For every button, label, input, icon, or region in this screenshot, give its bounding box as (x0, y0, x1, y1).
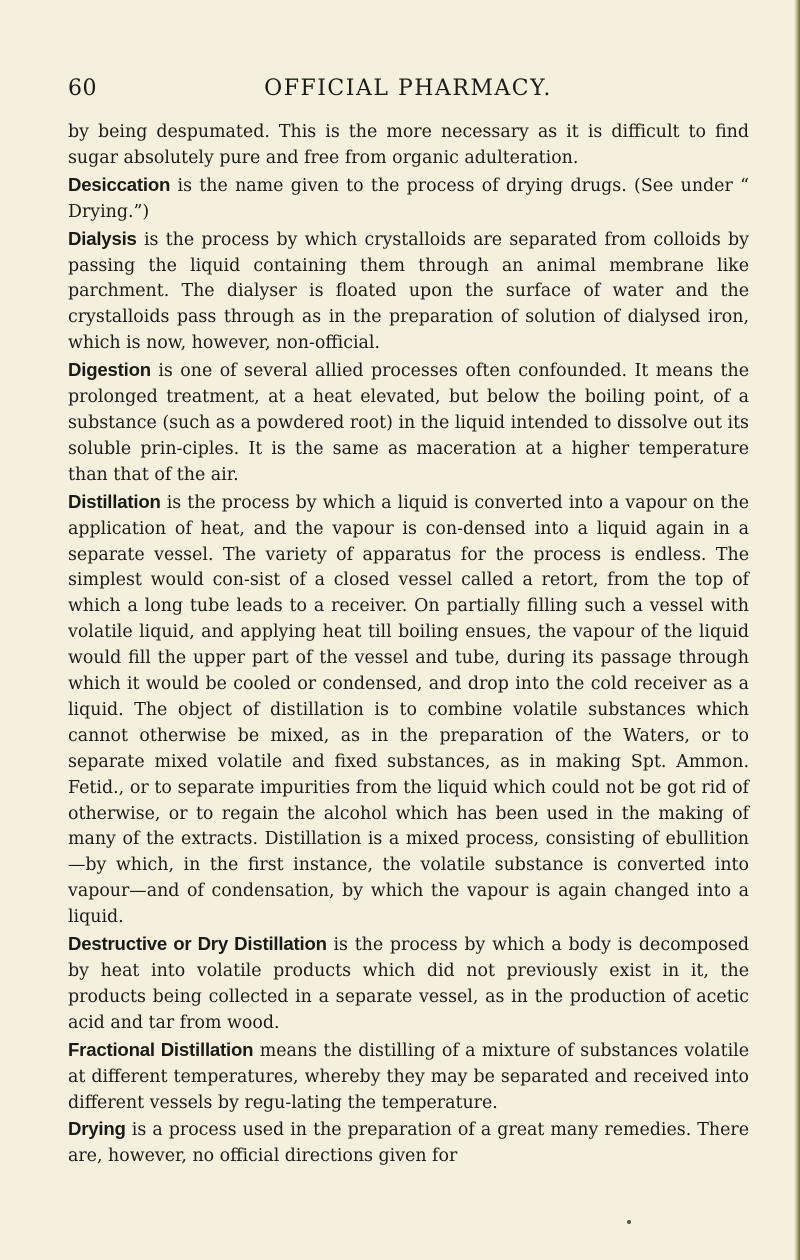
entry-text: means the distilling of a mixture of substances volatile at different temperatures, whereby they may be separated and received into different vessels by regu-lating the temperature. (68, 1040, 749, 1113)
page-edge-shadow (794, 0, 800, 1260)
entry-text: is the process by which a liquid is converted into a vapour on the application of heat, and the vapour is con-densed into a liquid again in a separate vessel. The variety of apparatus for the process is endless. The simplest would con-sist of a closed vessel called a retort, from the top of which a long tube leads to a receiver. On partially filling such a vessel with volatile liquid, and applying heat till boiling ensues, the vapour of the liquid would fill the upper part of the vessel and tube, during its passage through which it would be cooled or condensed, and drop into the cold receiver as a liquid. The object of distillation is to combine volatile substances which cannot otherwise be mixed, as in the preparation of the Waters, or to separate mixed volatile and fixed substances, as in making Spt. Ammon. Fetid., or to separate impurities from the liquid which could not be got rid of otherwise, or to regain the alcohol which has been used in the making of many of the extracts. Distillation is a mixed process, consisting of ebullition—by which, in the first instance, the volatile substance is converted into vapour—and of condensation, by which the vapour is again changed into a liquid. (68, 492, 749, 928)
entry-term: Digestion (68, 359, 151, 381)
entry-destructive-distillation (68, 931, 749, 1037)
entry-desiccation (68, 172, 749, 226)
entry-term: Distillation (68, 490, 161, 512)
paragraph-continuation (68, 120, 749, 172)
entry-text: is the name given to the process of drying drugs. (See under “ Drying.”) (68, 175, 749, 222)
body-text (68, 120, 749, 1170)
entry-term: Dialysis (68, 227, 137, 249)
running-head: OFFICIAL PHARMACY. (264, 76, 552, 101)
entry-text: is the process by which a body is decomposed by heat into volatile products which did not previously exist in it, the products being collected in a separate vessel, as in the production of acetic acid and tar from wood. (68, 935, 749, 1033)
page-number: 60 (68, 76, 97, 101)
entry-term: Desiccation (68, 173, 171, 195)
entry-text: is a process used in the preparation of a great many remedies. There are, however, no official directions given for (68, 1120, 749, 1167)
entry-term: Fractional Distillation (68, 1038, 254, 1060)
entry-digestion (68, 357, 749, 489)
entry-dialysis (68, 226, 749, 358)
entry-term: Destructive or Dry Distillation (68, 933, 327, 955)
paragraph-text: by being despumated. This is the more necessary as it is difficult to find sugar absolutely pure and free from organic adulteration. (68, 122, 749, 168)
entry-text: is one of several allied processes often confounded. It means the prolonged treatment, at a heat elevated, but below the boiling point, of a substance (such as a powdered root) in the liquid intended to dissolve out its soluble prin-ciples. It is the same as maceration at a higher temperature than that of the air. (68, 361, 749, 485)
entry-text: is the process by which crystalloids are separated from colloids by passing the liquid containing them through an animal membrane like parchment. The dialyser is floated upon the surface of water and the crystalloids pass through as in the preparation of solution of dialysed iron, which is now, however, non-official. (68, 229, 749, 354)
print-speck (627, 1220, 631, 1224)
entry-term: Drying (68, 1118, 126, 1140)
entry-distillation (68, 489, 749, 931)
entry-drying (68, 1116, 749, 1170)
entry-fractional-distillation (68, 1037, 749, 1117)
page-header (68, 76, 748, 110)
